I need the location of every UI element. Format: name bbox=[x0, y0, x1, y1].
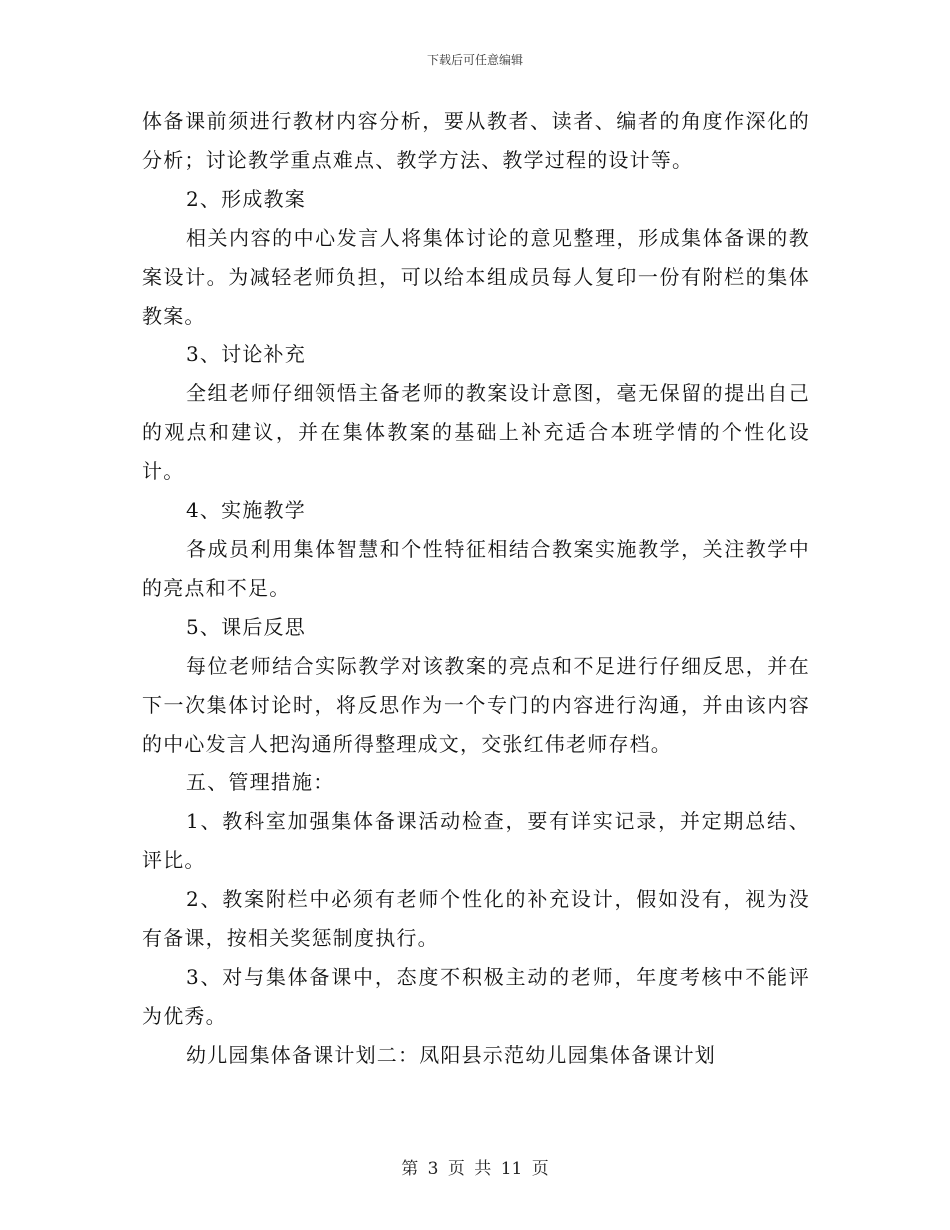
paragraph: 2、教案附栏中必须有老师个性化的补充设计，假如没有，视为没有备课，按相关奖惩制度执行。 bbox=[142, 887, 810, 951]
section-heading: 五、管理措施： bbox=[186, 770, 335, 795]
section-heading: 3、讨论补充 bbox=[186, 342, 306, 367]
section-heading: 4、实施教学 bbox=[186, 498, 306, 523]
paragraph: 1、教科室加强集体备课活动检查，要有详实记录，并定期总结、评比。 bbox=[142, 809, 810, 873]
paragraph: 体备课前须进行教材内容分析，要从教者、读者、编者的角度作深化的分析；讨论教学重点难点、教学方法、教学过程的设计等。 bbox=[142, 109, 810, 172]
section-heading: 5、课后反思 bbox=[186, 614, 306, 639]
section-heading: 幼儿园集体备课计划二：凤阳县示范幼儿园集体备课计划 bbox=[186, 1042, 716, 1067]
section-heading: 2、形成教案 bbox=[186, 186, 306, 211]
paragraph: 3、对与集体备课中，态度不积极主动的老师，年度考核中不能评为优秀。 bbox=[142, 964, 810, 1028]
page-footer: 第 3 页 共 11 页 bbox=[401, 1159, 549, 1179]
paragraph: 全组老师仔细领悟主备老师的教案设计意图，毫无保留的提出自己的观点和建议，并在集体教案的基础上补充适合本班学情的个性化设计。 bbox=[142, 381, 810, 484]
document-body bbox=[142, 102, 810, 1075]
paragraph: 相关内容的中心发言人将集体讨论的意见整理，形成集体备课的教案设计。为减轻老师负担，可以给本组成员每人复印一份有附栏的集体教案。 bbox=[142, 225, 810, 328]
page-header: 下载后可任意编辑 bbox=[426, 53, 523, 67]
paragraph: 各成员利用集体智慧和个性特征相结合教案实施教学，关注教学中的亮点和不足。 bbox=[142, 536, 810, 600]
paragraph: 每位老师结合实际教学对该教案的亮点和不足进行仔细反思，并在下一次集体讨论时，将反思作为一个专门的内容进行沟通，并由该内容的中心发言人把沟通所得整理成文，交张红伟老师存档。 bbox=[142, 653, 810, 756]
